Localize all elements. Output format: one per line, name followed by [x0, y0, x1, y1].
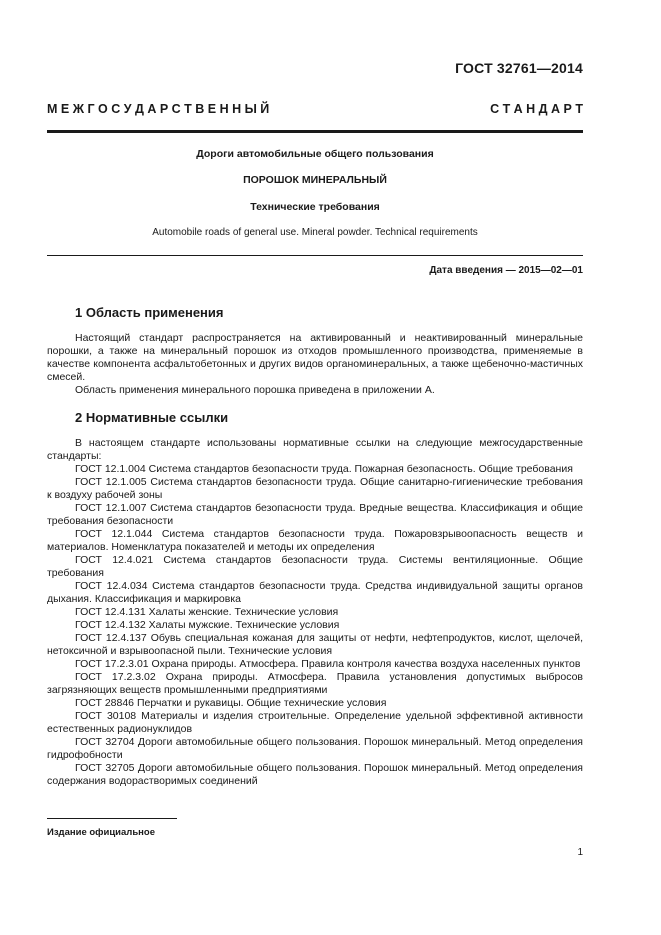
normative-reference: ГОСТ 12.4.137 Обувь специальная кожаная для защиты от нефти, нефтепродуктов, кислот, щелочей, нетоксичной и взрывоопасной пыли. Технические условия — [47, 632, 583, 657]
normative-reference: ГОСТ 12.1.044 Система стандартов безопасности труда. Пожаровзрывоопасность веществ и материалов. Номенклатура показателей и методы их определения — [47, 528, 583, 553]
normative-reference: ГОСТ 12.4.034 Система стандартов безопасности труда. Средства индивидуальной защиты органов дыхания. Классификация и маркировка — [47, 580, 583, 605]
title-line-3: Технические требования — [250, 201, 380, 213]
normative-reference: ГОСТ 32705 Дороги автомобильные общего пользования. Порошок минеральный. Метод определения содержания водорастворимых соединений — [47, 762, 583, 787]
introduction-date: Дата введения — 2015—02—01 — [429, 265, 583, 276]
normative-reference: ГОСТ 12.1.004 Система стандартов безопасности труда. Пожарная безопасность. Общие требования — [75, 463, 573, 475]
footer-rule — [47, 818, 177, 819]
section-1-heading: 1 Область применения — [75, 305, 224, 320]
document-body — [47, 304, 583, 788]
normative-reference: ГОСТ 12.4.132 Халаты мужские. Технические условия — [75, 619, 340, 631]
normative-reference: ГОСТ 12.4.131 Халаты женские. Технические условия — [75, 606, 339, 618]
title-english: Automobile roads of general use. Mineral powder. Technical requirements — [152, 227, 478, 238]
section-2-heading: 2 Нормативные ссылки — [75, 410, 229, 425]
header-rule — [47, 130, 583, 133]
normative-reference: ГОСТ 17.2.3.01 Охрана природы. Атмосфера. Правила контроля качества воздуха населенных пунктов — [75, 658, 581, 670]
section-1-paragraph: Область применения минерального порошка приведена в приложении А. — [75, 384, 435, 396]
normative-reference: ГОСТ 12.4.021 Система стандартов безопасности труда. Системы вентиляционные. Общие требования — [47, 554, 583, 579]
normative-reference: ГОСТ 30108 Материалы и изделия строительные. Определение удельной эффективной активности естественных радионуклидов — [47, 710, 583, 735]
normative-reference: ГОСТ 32704 Дороги автомобильные общего пользования. Порошок минеральный. Метод определения гидрофобности — [47, 736, 583, 761]
standard-banner — [47, 102, 583, 116]
title-rule — [47, 255, 583, 256]
banner-right: С Т А Н Д А Р Т — [490, 102, 583, 116]
title-line-1: Дороги автомобильные общего пользования — [196, 148, 434, 160]
page-number: 1 — [577, 847, 583, 858]
normative-reference: ГОСТ 12.1.007 Система стандартов безопасности труда. Вредные вещества. Классификация и общие требования безопасности — [47, 502, 583, 527]
official-edition-label: Издание официальное — [47, 827, 155, 838]
standard-code: ГОСТ 32761—2014 — [455, 60, 583, 76]
section-2-paragraph: В настоящем стандарте использованы нормативные ссылки на следующие межгосударственные стандарты: — [47, 437, 583, 462]
normative-reference: ГОСТ 12.1.005 Система стандартов безопасности труда. Общие санитарно-гигиенические требования к воздуху рабочей зоны — [47, 476, 583, 501]
banner-left: М Е Ж Г О С У Д А Р С Т В Е Н Н Ы Й — [47, 102, 270, 116]
title-line-2: ПОРОШОК МИНЕРАЛЬНЫЙ — [243, 174, 387, 186]
normative-reference: ГОСТ 17.2.3.02 Охрана природы. Атмосфера. Правила установления допустимых выбросов загрязняющих веществ промышленными предприятиями — [47, 671, 583, 696]
section-1-paragraph: Настоящий стандарт распространяется на активированный и неактивированный минеральные порошки, а также на минеральный порошок из отходов промышленного производства, применяемые в качестве компонента асфальтобетонных и других видов органоминеральных, а также щебеночно-мастичных смесей. — [47, 332, 583, 383]
normative-reference: ГОСТ 28846 Перчатки и рукавицы. Общие технические условия — [75, 697, 387, 709]
